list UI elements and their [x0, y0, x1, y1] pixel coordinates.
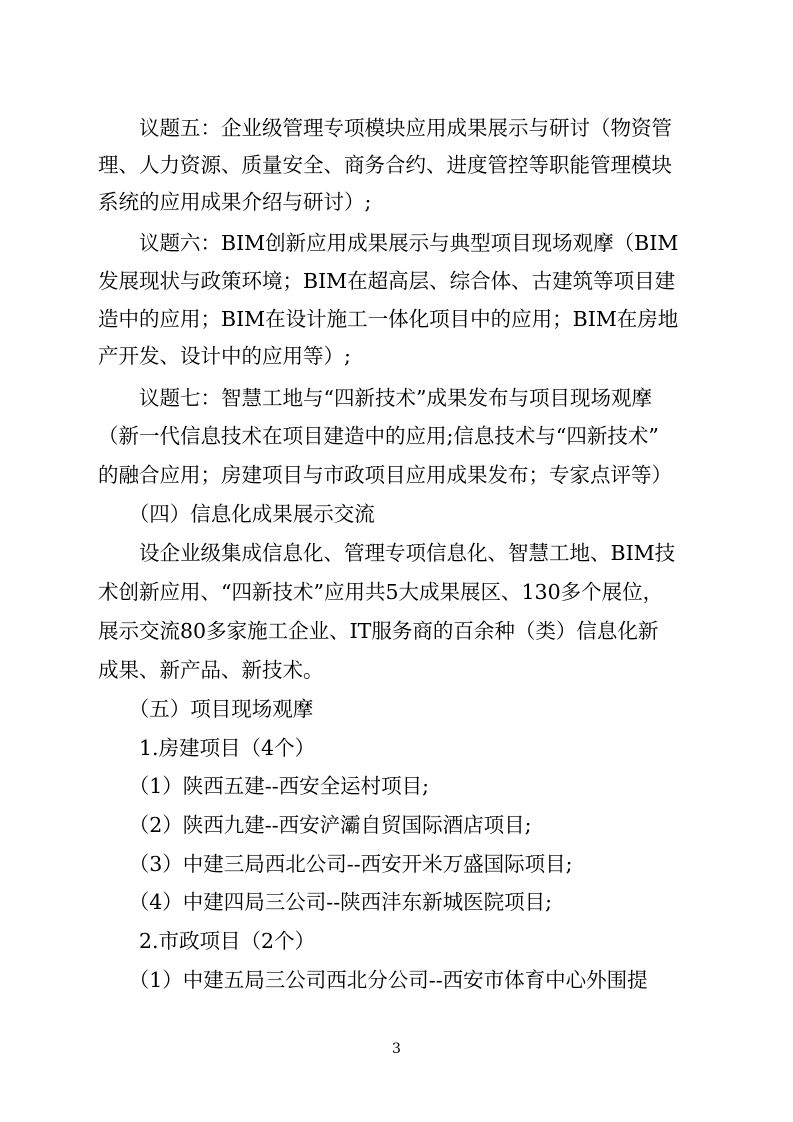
section-heading: （四）信息化成果展示交流 [98, 502, 375, 526]
subsection-heading: 1.房建项目（4个） [98, 736, 316, 760]
text-line: 造中的应用；BIM在设计施工一体化项目中的应用；BIM在房地 [98, 307, 679, 331]
text-line: 议题五：企业级管理专项模块应用成果展示与研讨（物资管 [98, 116, 672, 140]
text-line: 的融合应用；房建项目与市政项目应用成果发布；专家点评等） [98, 463, 672, 487]
subsection-heading: 2.市政项目（2个） [98, 929, 316, 953]
list-item: （2）陕西九建--西安浐灞自贸国际酒店项目; [98, 813, 532, 837]
text-line: （新一代信息技术在项目建造中的应用;信息技术与“四新技术” [98, 424, 659, 448]
text-line: 议题七：智慧工地与“四新技术”成果发布与项目现场观摩 [98, 386, 652, 410]
text-line: 设企业级集成信息化、管理专项信息化、智慧工地、BIM技 [98, 541, 676, 565]
text-line: 发展现状与政策环境；BIM在超高层、综合体、古建筑等项目建 [98, 269, 676, 293]
text-line: 成果、新产品、新技术。 [98, 658, 324, 682]
list-item: （1）中建五局三公司西北分公司--西安市体育中心外围提 [98, 968, 648, 992]
page-number: 3 [392, 1041, 401, 1057]
text-line: 产开发、设计中的应用等）; [98, 344, 351, 368]
list-item: （3）中建三局西北公司--西安开米万盛国际项目; [98, 852, 573, 876]
list-item: （1）陕西五建--西安全运村项目; [98, 774, 430, 798]
text-line: 理、人力资源、质量安全、商务合约、进度管控等职能管理模块 [98, 153, 672, 177]
section-heading: （五）项目现场观摩 [98, 697, 314, 721]
text-line: 议题六：BIM创新应用成果展示与典型项目现场观摩（BIM [98, 231, 679, 255]
text-line: 展示交流80多家施工企业、IT服务商的百余种（类）信息化新 [98, 619, 659, 643]
text-line: 系统的应用成果介绍与研讨）; [98, 190, 372, 214]
list-item: （4）中建四局三公司--陕西沣东新城医院项目; [98, 890, 553, 914]
text-line: 术创新应用、“四新技术”应用共5大成果展区、130多个展位， [98, 580, 664, 604]
